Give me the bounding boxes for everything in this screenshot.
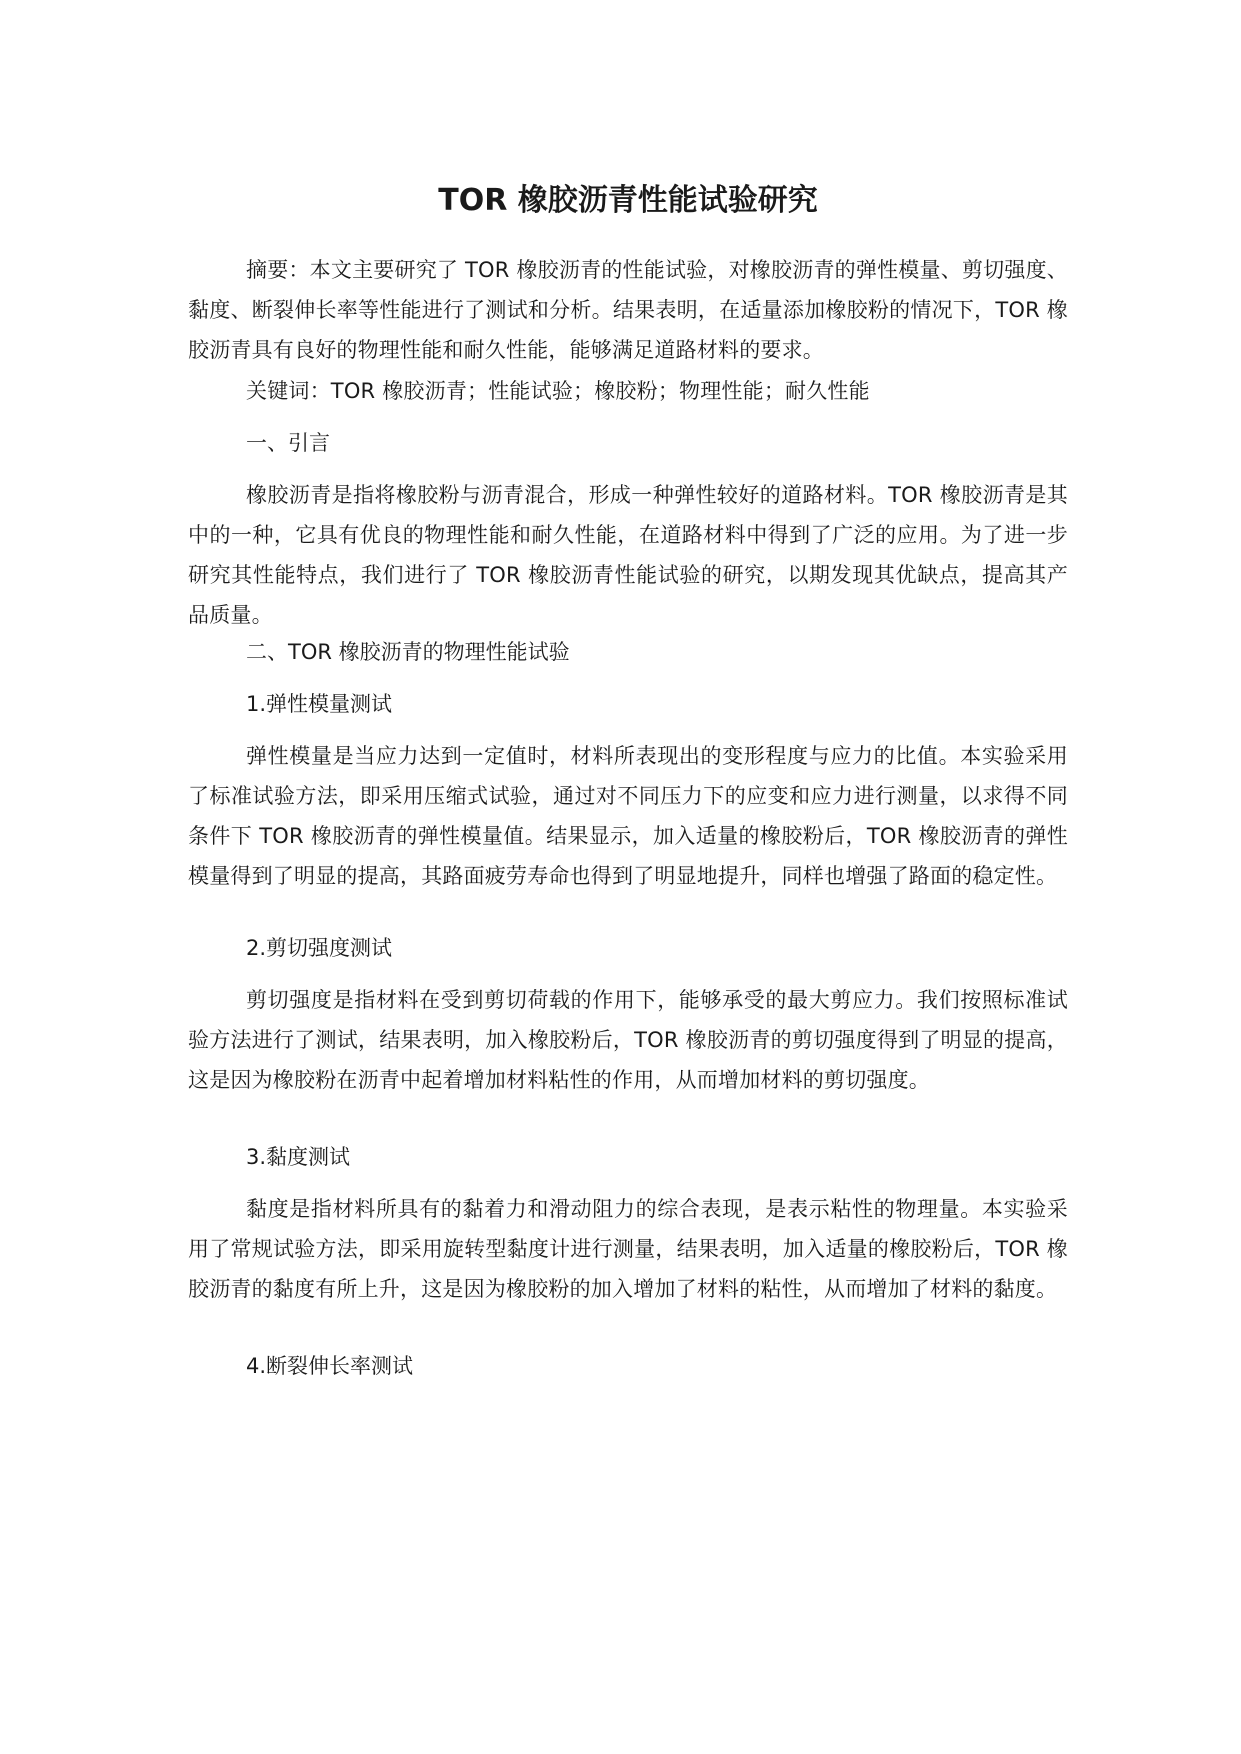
subsection-heading-shear-strength: 2.剪切强度测试 — [246, 936, 393, 960]
subsection-heading-elastic-modulus: 1.弹性模量测试 — [246, 692, 393, 716]
subsection-heading-elongation: 4.断裂伸长率测试 — [246, 1354, 414, 1378]
subsection-heading-viscosity: 3.黏度测试 — [246, 1145, 351, 1169]
section-heading-physical-tests: 二、TOR 橡胶沥青的物理性能试验 — [246, 640, 570, 664]
shear-strength-paragraph: 剪切强度是指材料在受到剪切荷载的作用下，能够承受的最大剪应力。我们按照标准试验方法进行了测试，结果表明，加入橡胶粉后，TOR 橡胶沥青的剪切强度得到了明显的提高，这是因为橡胶粉在沥青中起着增加材料粘性的作用，从而增加材料的剪切强度。 — [188, 988, 1068, 1092]
document-title: TOR 橡胶沥青性能试验研究 — [438, 183, 818, 218]
abstract-paragraph: 摘要：本文主要研究了 TOR 橡胶沥青的性能试验，对橡胶沥青的弹性模量、剪切强度、黏度、断裂伸长率等性能进行了测试和分析。结果表明，在适量添加橡胶粉的情况下，TOR 橡胶沥青具有良好的物理性能和耐久性能，能够满足道路材料的要求。 — [188, 258, 1068, 362]
section-heading-introduction: 一、引言 — [246, 431, 330, 455]
keywords-paragraph: 关键词：TOR 橡胶沥青；性能试验；橡胶粉；物理性能；耐久性能 — [246, 379, 870, 403]
introduction-paragraph: 橡胶沥青是指将橡胶粉与沥青混合，形成一种弹性较好的道路材料。TOR 橡胶沥青是其中的一种，它具有优良的物理性能和耐久性能，在道路材料中得到了广泛的应用。为了进一步研究其性能特点，我们进行了 TOR 橡胶沥青性能试验的研究，以期发现其优缺点，提高其产品质量。 — [188, 483, 1068, 627]
elastic-modulus-paragraph: 弹性模量是当应力达到一定值时，材料所表现出的变形程度与应力的比值。本实验采用了标准试验方法，即采用压缩式试验，通过对不同压力下的应变和应力进行测量，以求得不同条件下 TOR 橡胶沥青的弹性模量值。结果显示，加入适量的橡胶粉后，TOR 橡胶沥青的弹性模量得到了明显的提高，其路面疲劳寿命也得到了明显地提升，同样也增强了路面的稳定性。 — [188, 744, 1068, 888]
viscosity-paragraph: 黏度是指材料所具有的黏着力和滑动阻力的综合表现，是表示粘性的物理量。本实验采用了常规试验方法，即采用旋转型黏度计进行测量，结果表明，加入适量的橡胶粉后，TOR 橡胶沥青的黏度有所上升，这是因为橡胶粉的加入增加了材料的粘性，从而增加了材料的黏度。 — [188, 1197, 1068, 1301]
